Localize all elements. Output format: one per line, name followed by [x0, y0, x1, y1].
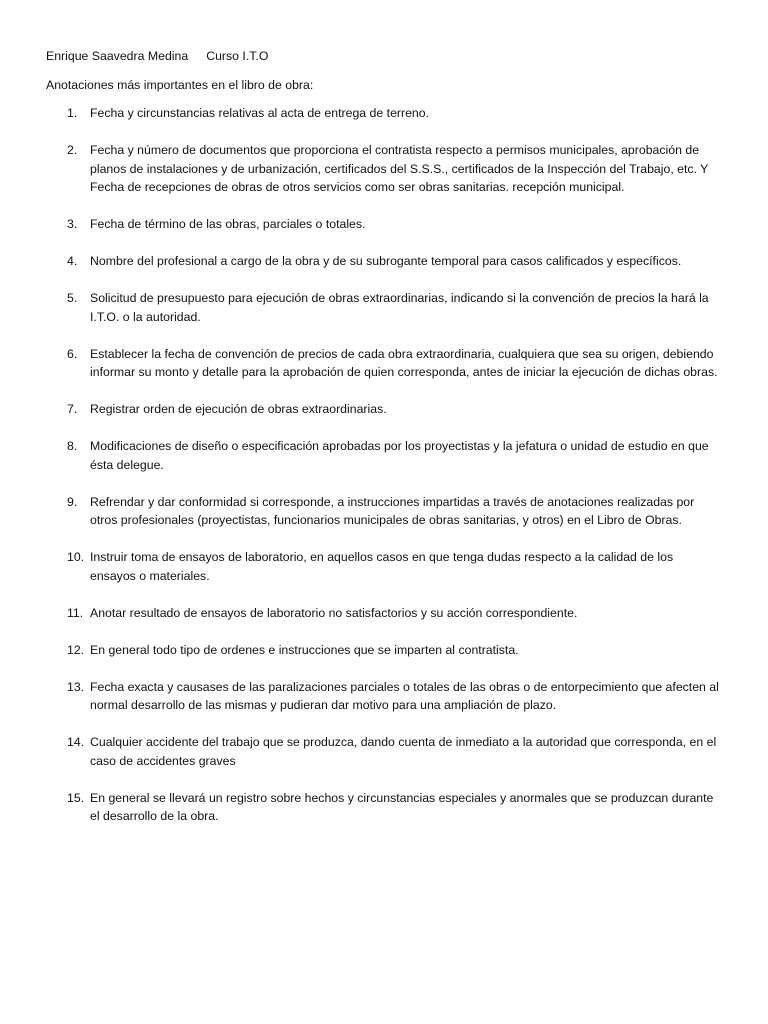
list-item-number: 9. [67, 494, 78, 509]
list-item-text: Registrar orden de ejecución de obras extraordinarias. [90, 402, 387, 416]
list-item [0, 678, 768, 715]
list-item [0, 437, 768, 474]
course-name: Curso I.T.O [206, 49, 269, 63]
list-item-text: Fecha y número de documentos que proporciona el contratista respecto a permisos municipales, aprobación de planos de instalaciones y de urbanización, certificados del S.S.S., certificados de la Inspección del Trabajo, etc. Y Fecha de recepciones de obras de otros servicios como ser obras sanitarias. recepción municipal. [90, 143, 709, 194]
list-item-text: En general se llevará un registro sobre hechos y circunstancias especiales y anormales que se produzcan durante el desarrollo de la obra. [90, 790, 714, 823]
section-title: Anotaciones más importantes en el libro de obra: [46, 78, 314, 92]
list-item-text: Cualquier accidente del trabajo que se produzca, dando cuenta de inmediato a la autoridad que corresponda, en el caso de accidentes graves [90, 735, 717, 768]
list-item [0, 400, 768, 419]
list-item-text: Solicitud de presupuesto para ejecución de obras extraordinarias, indicando si la convención de precios la hará la I.T.O. o la autoridad. [90, 291, 709, 324]
list-item [0, 789, 768, 826]
list-item-number: 15. [67, 790, 85, 805]
list-item-number: 2. [67, 143, 78, 157]
list-item [0, 252, 768, 271]
list-item-number: 1. [67, 106, 78, 120]
list-item [0, 604, 768, 623]
list-item-number: 13. [67, 679, 85, 694]
author-name: Enrique Saavedra Medina [46, 49, 189, 63]
list-item-text: Refrendar y dar conformidad si corresponde, a instrucciones impartidas a través de anotaciones realizadas por otros profesionales (proyectistas, funcionarios municipales de obras sanitarias, y otros) en el Libro de Obras. [90, 494, 695, 527]
list-item [0, 345, 768, 382]
list-item [0, 289, 768, 326]
list-item-number: 12. [67, 642, 85, 657]
list-item-text: Instruir toma de ensayos de laboratorio, en aquellos casos en que tenga dudas respecto a la calidad de los ensayos o materiales. [90, 550, 674, 583]
list-item-number: 3. [67, 217, 78, 231]
list-item-number: 5. [67, 291, 78, 305]
list-item [0, 215, 768, 234]
list-item [0, 548, 768, 585]
list-item [0, 733, 768, 770]
list-item [0, 104, 768, 123]
list-item-text: En general todo tipo de ordenes e instrucciones que se imparten al contratista. [90, 642, 519, 657]
annotations-list [0, 104, 768, 844]
list-item-text: Modificaciones de diseño o especificación aprobadas por los proyectistas y la jefatura o unidad de estudio en que ésta delegue. [90, 439, 709, 472]
list-item-text: Establecer la fecha de convención de precios de cada obra extraordinaria, cualquiera que sea su origen, debiendo informar su monto y detalle para la aprobación de quien corresponda, antes de iniciar la ejecución de dichas obras. [90, 346, 718, 379]
list-item-number: 8. [67, 439, 78, 453]
list-item-number: 4. [67, 254, 78, 268]
list-item [0, 493, 768, 530]
list-item-number: 7. [67, 402, 78, 416]
list-item [0, 141, 768, 197]
list-item-text: Anotar resultado de ensayos de laboratorio no satisfactorios y su acción correspondiente. [90, 605, 578, 620]
list-item-number: 6. [67, 346, 78, 361]
list-item-text: Nombre del profesional a cargo de la obra y de su subrogante temporal para casos calificados y específicos. [90, 254, 682, 268]
list-item [0, 641, 768, 660]
list-item-text: Fecha exacta y causases de las paralizaciones parciales o totales de las obras o de entorpecimiento que afecten al normal desarrollo de las mismas y pudieran dar motivo para una ampliación de plazo. [90, 679, 719, 712]
document-header [46, 48, 268, 64]
list-item-number: 11. [67, 605, 84, 620]
list-item-text: Fecha y circunstancias relativas al acta de entrega de terreno. [90, 106, 430, 120]
list-item-number: 10. [67, 550, 85, 564]
list-item-number: 14. [67, 735, 85, 749]
list-item-text: Fecha de término de las obras, parciales o totales. [90, 217, 366, 231]
